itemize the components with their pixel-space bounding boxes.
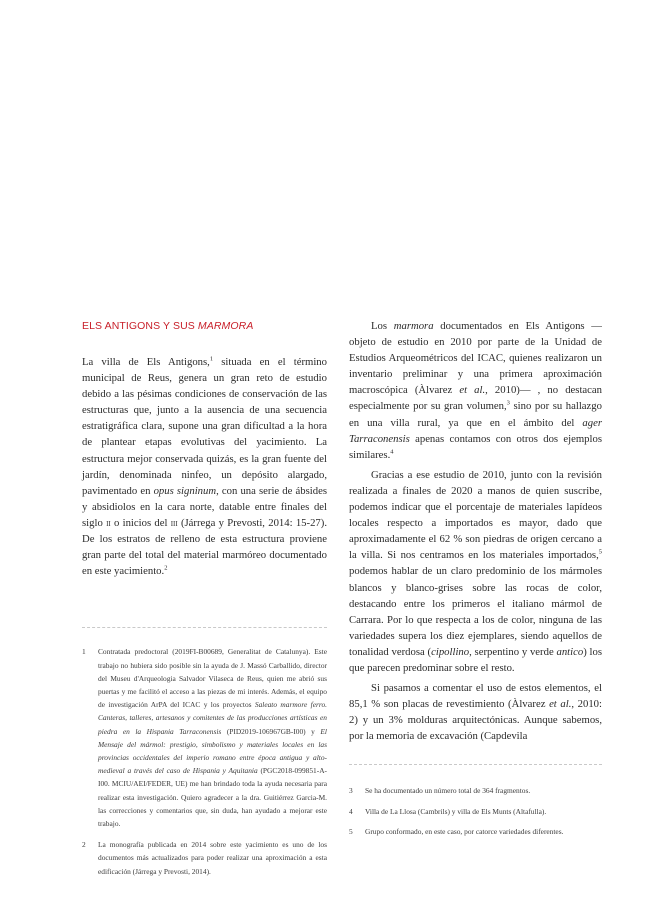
footnote-5 [349, 825, 602, 838]
section-heading: ELS ANTIGONS Y SUS MARMORA [82, 320, 254, 332]
footnote-text: La monografía publicada en 2014 sobre este yacimiento es uno de los documentos más actualizados para poder realizar una aproximación a esta edificación (Járrega y Prevosti, 2014). [98, 840, 327, 876]
footnote-1 [82, 645, 327, 830]
footnote-divider [349, 764, 602, 765]
footnote-ref-3[interactable]: 3 [506, 399, 510, 407]
footnote-number: 2 [82, 840, 86, 850]
footnote-ref-4[interactable]: 4 [390, 448, 394, 456]
footnotes-left [82, 645, 327, 877]
footnote-number: 1 [82, 647, 86, 657]
footnote-2 [82, 838, 327, 878]
footnote-ref-2[interactable]: 2 [164, 564, 168, 572]
footnote-number: 4 [349, 806, 353, 816]
footnote-3 [349, 784, 602, 797]
footnote-ref-1[interactable]: 1 [209, 355, 214, 363]
footnote-ref-5[interactable]: 5 [598, 548, 602, 556]
footnote-divider [82, 627, 327, 628]
right-body-text [349, 318, 602, 744]
footnote-number: 5 [349, 826, 353, 836]
right-column [349, 318, 602, 838]
left-column [82, 318, 327, 878]
paragraph-estudio-2010: Gracias a ese estudio de 2010, junto con la revisión realizada a finales de 2020 a manos de quien suscribe, podemos indicar que el porcentaje de materiales lapídeos locales respecto a importados es mayor, dado que aproximadamente el 62 % son piedras de origen cercano a la villa. Si nos centramos en los materiales importados,$^5$ podemos hablar de un claro predominio de los mármoles blancos y blanco-grises sobre las rocas de color, destacando entre los primeros el italiano mármol de Carrara. Por lo que respecta a los de color, ninguna de las variedades supera los diez ejemplares, siendo aquellos de tonalidad verdosa (cipollino, serpentino y verde antico) los que parecen predominar sobre el resto. [349, 468, 602, 674]
footnote-text: Villa de La Llosa (Cambrils) y villa de Els Munts (Altafulla). [365, 806, 547, 816]
footnotes-right [349, 784, 602, 838]
paragraph-marmora: Los marmora documentados en Els Antigons —objeto de estudio en 2010 por parte de la Unidad de Estudios Arqueométricos del ICAC, quienes realizaron un inventario preliminar y una primera aproximación macroscópica (Àlvarez et al., 2010)— , no destacan especialmente por su gran volumen,$^3$ sino por su hallazgo en una villa rural, ya que en el ámbito del ager Tarraconensis apenas contamos con otros dos ejemplos similares.$^4$ [349, 320, 603, 461]
paragraph-uso-elementos: Si pasamos a comentar el uso de estos elementos, el 85,1 % son placas de revestimiento (Àlvarez et al., 2010: 2) y un 3% molduras arquitectónicas. Aunque sabemos, por la memoria de excavación (Capdevila [349, 682, 602, 743]
footnote-4 [349, 805, 602, 818]
footnote-text: Grupo conformado, en este caso, por catorce variedades diferentes. [365, 826, 564, 836]
paragraph-intro: La villa de Els Antigons,$^1$ situada en el término municipal de Reus, genera un gran reto de estudio debido a las pésimas condiciones de conservación de las estructuras que, junto a la ausencia de una secuencia estratigráfica clara, supone una gran dificultad a la hora de plantear etapas evolutivas del yacimiento. La estructura mejor conservada quizás, es la gran fuente del jardín, denominada ninfeo, un depósito alargado, pavimentado en opus signinum, con una serie de ábsides y absidiolos en la cara norte, datable entre finales del siglo ii o inicios del iii (Járrega y Prevosti, 2014: 15-27). De los estratos de relleno de esta estructura proviene gran parte del total del material marmóreo documentado en este yacimiento.$^2$ [82, 355, 327, 578]
footnote-text: Contratada predoctoral (2019FI-B00689, Generalitat de Catalunya). Este trabajo no hubiera sido posible sin la ayuda de J. Massó Carballido, director del Museu d'Arqueologia Salvador Vilaseca de Reus, quien me abrió sus puertas y me facilitó el acceso a las piezas de mi interés. Además, el equipo de investigación ArPA del ICAC y los proyectos Saleato marmore ferro. Canteras, talleres, artesanos y comitentes de las producciones artísticas en piedra en la Hispania Tarraconensis (PID2019-106967GB-I00) y El Mensaje del mármol: prestigio, simbolismo y materiales locales en las provincias occidentales del imperio romano entre época antigua y alto-medieval a través del caso de Hispania y Aquitania (PGC2018-099851-A-I00. MCIU/AEI/FEDER, UE) me han brindado toda la ayuda necesaria para realizar esta investigación. Quiero agradecer a la dra. Guitiérrez Garcia-M. las correcciones y comentarios que, sin duda, han ayudado a mejorar este trabajo. [98, 647, 327, 828]
left-body-text [82, 354, 327, 579]
section-heading-italic: MARMORA [197, 320, 254, 332]
footnote-text: Se ha documentado un número total de 364 fragmentos. [365, 786, 531, 796]
footnote-number: 3 [349, 786, 353, 796]
